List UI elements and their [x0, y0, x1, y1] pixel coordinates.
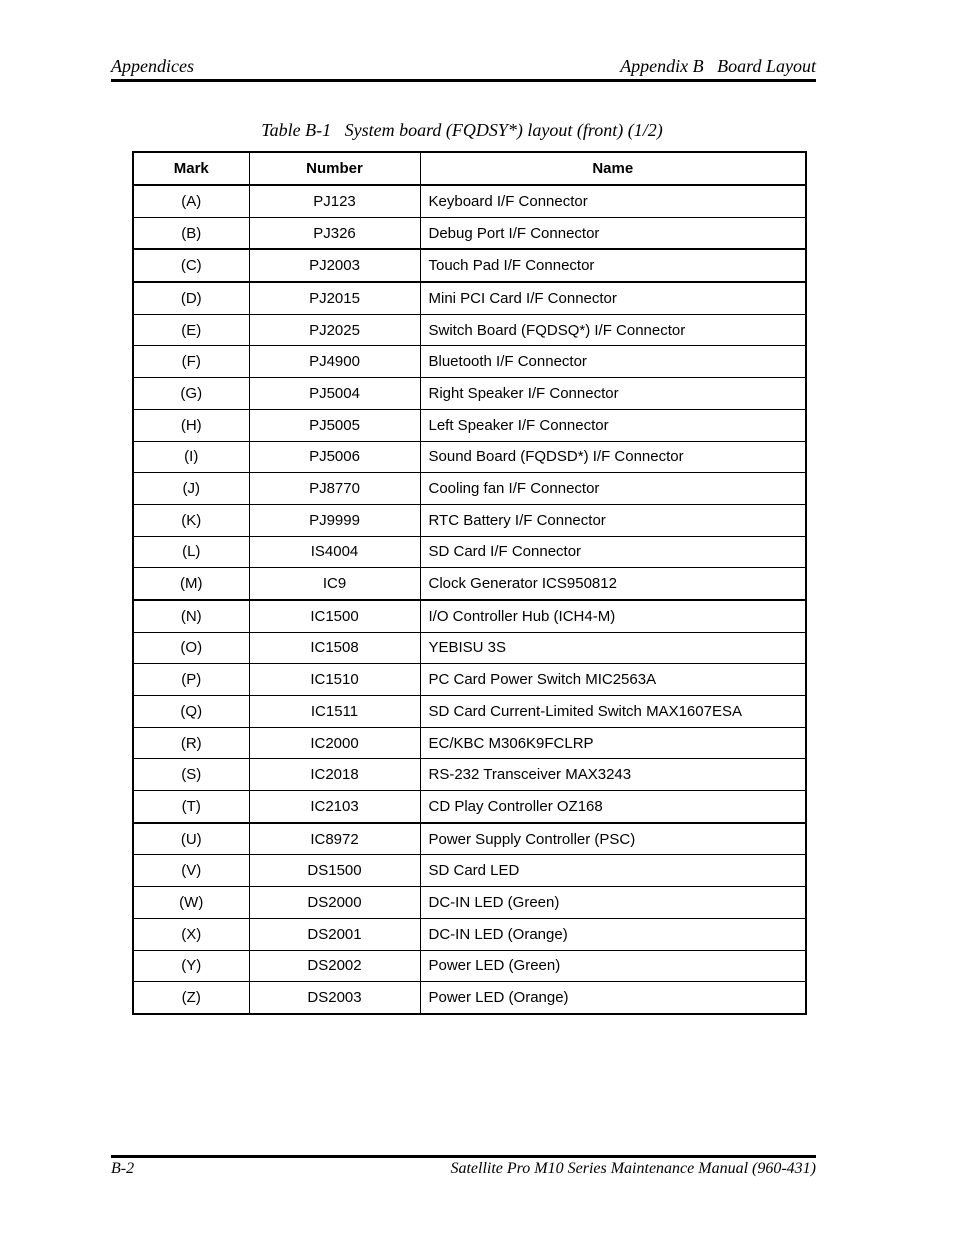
mark-cell: (Z): [133, 982, 249, 1014]
name-cell: EC/KBC M306K9FCLRP: [420, 727, 806, 759]
number-cell: PJ9999: [249, 504, 420, 536]
name-cell: PC Card Power Switch MIC2563A: [420, 664, 806, 696]
number-cell: IC1508: [249, 632, 420, 664]
table-row: [133, 982, 806, 1014]
mark-cell: (W): [133, 887, 249, 919]
table-row: [133, 249, 806, 282]
name-cell: DC-IN LED (Green): [420, 887, 806, 919]
page-number: B-2: [111, 1160, 135, 1177]
table-row: [133, 759, 806, 791]
name-cell: Left Speaker I/F Connector: [420, 409, 806, 441]
name-cell: Power LED (Orange): [420, 982, 806, 1014]
table-row: [133, 536, 806, 568]
mark-cell: (K): [133, 504, 249, 536]
table-row: [133, 855, 806, 887]
mark-cell: (A): [133, 185, 249, 217]
mark-cell: (X): [133, 918, 249, 950]
table-body: [133, 185, 806, 1014]
table-row: [133, 185, 806, 217]
table-row: [133, 600, 806, 632]
board-layout-table-container: [132, 151, 807, 1015]
table-row: [133, 378, 806, 410]
manual-title: Satellite Pro M10 Series Maintenance Manual (960-431): [450, 1160, 816, 1177]
name-cell: Cooling fan I/F Connector: [420, 473, 806, 505]
page-header: [111, 56, 816, 80]
number-cell: IC1510: [249, 664, 420, 696]
name-cell: Keyboard I/F Connector: [420, 185, 806, 217]
number-cell: PJ123: [249, 185, 420, 217]
table-row: [133, 664, 806, 696]
number-cell: IC2103: [249, 791, 420, 823]
name-cell: RTC Battery I/F Connector: [420, 504, 806, 536]
mark-cell: (Y): [133, 950, 249, 982]
name-cell: Clock Generator ICS950812: [420, 568, 806, 600]
column-header-mark: Mark: [133, 152, 249, 185]
table-row: [133, 314, 806, 346]
table-row: [133, 409, 806, 441]
name-cell: Debug Port I/F Connector: [420, 217, 806, 249]
number-cell: PJ5005: [249, 409, 420, 441]
table-row: [133, 696, 806, 728]
name-cell: SD Card LED: [420, 855, 806, 887]
footer-rule: [111, 1155, 816, 1158]
mark-cell: (V): [133, 855, 249, 887]
header-section-title: Appendices: [111, 56, 194, 76]
mark-cell: (Q): [133, 696, 249, 728]
name-cell: Touch Pad I/F Connector: [420, 249, 806, 282]
name-cell: Power LED (Green): [420, 950, 806, 982]
mark-cell: (H): [133, 409, 249, 441]
table-row: [133, 441, 806, 473]
name-cell: Switch Board (FQDSQ*) I/F Connector: [420, 314, 806, 346]
mark-cell: (S): [133, 759, 249, 791]
table-row: [133, 823, 806, 855]
mark-cell: (R): [133, 727, 249, 759]
table-row: [133, 727, 806, 759]
table-row: [133, 887, 806, 919]
number-cell: PJ8770: [249, 473, 420, 505]
number-cell: DS1500: [249, 855, 420, 887]
mark-cell: (U): [133, 823, 249, 855]
number-cell: PJ2015: [249, 282, 420, 314]
table-row: [133, 632, 806, 664]
number-cell: DS2000: [249, 887, 420, 919]
mark-cell: (I): [133, 441, 249, 473]
number-cell: DS2002: [249, 950, 420, 982]
mark-cell: (F): [133, 346, 249, 378]
mark-cell: (N): [133, 600, 249, 632]
header-rule: [111, 79, 816, 82]
name-cell: Mini PCI Card I/F Connector: [420, 282, 806, 314]
name-cell: SD Card I/F Connector: [420, 536, 806, 568]
name-cell: YEBISU 3S: [420, 632, 806, 664]
mark-cell: (T): [133, 791, 249, 823]
number-cell: PJ326: [249, 217, 420, 249]
number-cell: IC9: [249, 568, 420, 600]
name-cell: SD Card Current-Limited Switch MAX1607ESA: [420, 696, 806, 728]
mark-cell: (P): [133, 664, 249, 696]
mark-cell: (M): [133, 568, 249, 600]
table-row: [133, 282, 806, 314]
name-cell: Sound Board (FQDSD*) I/F Connector: [420, 441, 806, 473]
board-layout-table: [132, 151, 807, 1015]
table-row: [133, 346, 806, 378]
table-row: [133, 918, 806, 950]
mark-cell: (O): [133, 632, 249, 664]
table-row: [133, 217, 806, 249]
name-cell: Bluetooth I/F Connector: [420, 346, 806, 378]
number-cell: IC1511: [249, 696, 420, 728]
number-cell: PJ4900: [249, 346, 420, 378]
column-header-name: Name: [420, 152, 806, 185]
table-row: [133, 950, 806, 982]
name-cell: I/O Controller Hub (ICH4-M): [420, 600, 806, 632]
mark-cell: (C): [133, 249, 249, 282]
number-cell: PJ2025: [249, 314, 420, 346]
table-row: [133, 791, 806, 823]
table-row: [133, 568, 806, 600]
mark-cell: (B): [133, 217, 249, 249]
name-cell: Right Speaker I/F Connector: [420, 378, 806, 410]
number-cell: IC1500: [249, 600, 420, 632]
mark-cell: (E): [133, 314, 249, 346]
mark-cell: (L): [133, 536, 249, 568]
number-cell: PJ5004: [249, 378, 420, 410]
table-row: [133, 504, 806, 536]
number-cell: IC2018: [249, 759, 420, 791]
number-cell: IC8972: [249, 823, 420, 855]
mark-cell: (J): [133, 473, 249, 505]
mark-cell: (G): [133, 378, 249, 410]
name-cell: Power Supply Controller (PSC): [420, 823, 806, 855]
number-cell: PJ2003: [249, 249, 420, 282]
column-header-number: Number: [249, 152, 420, 185]
header-chapter-title: Appendix B Board Layout: [620, 56, 816, 76]
table-row: [133, 473, 806, 505]
number-cell: DS2001: [249, 918, 420, 950]
number-cell: DS2003: [249, 982, 420, 1014]
table-header-row: [133, 152, 806, 185]
name-cell: RS-232 Transceiver MAX3243: [420, 759, 806, 791]
number-cell: PJ5006: [249, 441, 420, 473]
name-cell: CD Play Controller OZ168: [420, 791, 806, 823]
table-caption: Table B-1 System board (FQDSY*) layout (front) (1/2): [261, 120, 663, 140]
mark-cell: (D): [133, 282, 249, 314]
name-cell: DC-IN LED (Orange): [420, 918, 806, 950]
number-cell: IC2000: [249, 727, 420, 759]
page-footer: [111, 1160, 816, 1182]
number-cell: IS4004: [249, 536, 420, 568]
